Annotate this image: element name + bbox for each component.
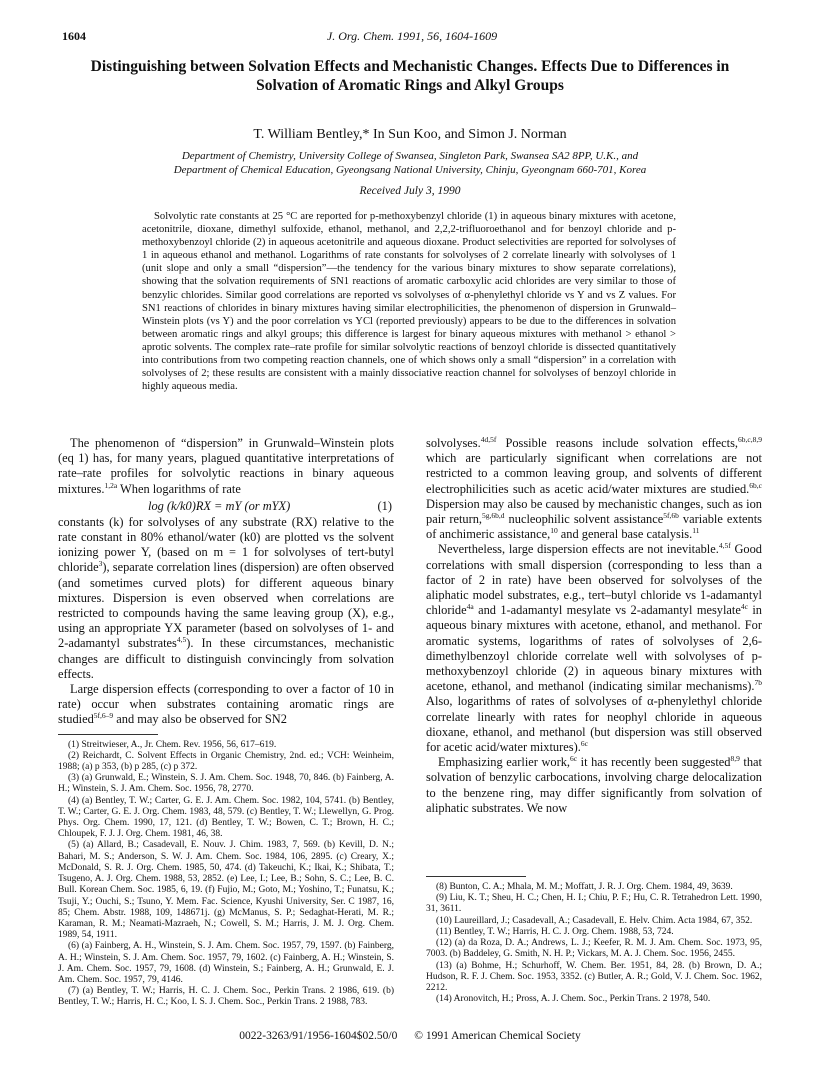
- equation-text: log (k/k0)RX = mY (or mYX): [148, 498, 291, 513]
- footnote-10: (10) Laureillard, J.; Casadevall, A.; Casadevall, E. Helv. Chim. Acta 1984, 67, 352.: [436, 915, 753, 926]
- right-column: [426, 436, 762, 1005]
- footnote-6: (6) (a) Fainberg, A. H., Winstein, S. J. Am. Chem. Soc. 1957, 79, 1597. (b) Fainberg, A. H.; Winstein, S. J. Am. Chem. Soc. 1957, 79, 1602. (c) Fainberg, A. H.; Winstein, S. J. Am. Chem. Soc. 1957, 79, 1608. (d) Winstein, S.; Fainberg, A. H.; Grunwald, E. J. Am. Chem. Soc. 1957, 79, 4146.: [58, 941, 394, 985]
- footnote-11: (11) Bentley, T. W.; Harris, H. C. J. Org. Chem. 1988, 53, 724.: [436, 926, 674, 937]
- footnote-8: (8) Bunton, C. A.; Mhala, M. M.; Moffatt, J. R. J. Org. Chem. 1984, 49, 3639.: [436, 882, 733, 893]
- left-paragraph-2: constants (k) for solvolyses of any substrate (RX) relative to the rate constant in 80% ethanol/water (k0) are plotted vs the solvent ionizing power Y, (based on m = 1 for solvolyses of tert-butyl chloride$^3$), separate correlation lines (dispersion) are often observed (and sometimes curved plots) for different aqueous binary mixtures. Dispersion is even observed when correlations are restricted to compounds having the same leaving group (X), e.g., using an appropriate YX parameter (based on solvolyses of 1- and 2-adamantyl substrates$^{4,5}$). In these circumstances, mechanistic changes are difficult to distinguish convincingly from solvation effects.: [58, 514, 394, 681]
- running-header: [62, 29, 762, 45]
- affiliation-2: Department of Chemical Education, Gyeongsang National University, Chinju, Gyeongnam 660-701, Korea: [173, 164, 647, 176]
- left-paragraph-3: Large dispersion effects (corresponding to over a factor of 10 in rate) occur when substrates containing aromatic rings are studied$^{5f,6-9}$ and may also be observed for SN2: [58, 682, 394, 727]
- footnote-1: (1) Streitwieser, A., Jr. Chem. Rev. 1956, 56, 617–619.: [68, 739, 277, 750]
- copyright-notice: © 1991 American Chemical Society: [414, 1030, 581, 1042]
- affiliation-1: Department of Chemistry, University College of Swansea, Singleton Park, Swansea SA2 8PP, U.K., and: [181, 150, 639, 162]
- footnote-7: (7) (a) Bentley, T. W.; Harris, H. C. J. Chem. Soc., Perkin Trans. 2 1986, 619. (b) Bentley, T. W.; Harris, H. C.; Koo, I. S. J. Chem. Soc., Perkin Trans. 2 1988, 783.: [58, 986, 394, 1008]
- footnote-12: (12) (a) da Roza, D. A.; Andrews, L. J.; Keefer, R. M. J. Am. Chem. Soc. 1973, 95, 7003. (b) Baddeley, G. Smith, N. H. P.; Vickars, M. A. J. Chem. Soc. 1956, 2455.: [426, 938, 762, 960]
- affiliations: [60, 149, 760, 177]
- right-paragraph-3: Emphasizing earlier work,$^{6c}$ it has recently been suggested$^{8,9}$ that solvation of benzylic carbocations, involving charge delocalization to the benzene ring, may differ significantly from solvation of aliphatic substrates. We now: [426, 754, 762, 815]
- footnote-13: (13) (a) Bohme, H.; Schurhoff, W. Chem. Ber. 1951, 84, 28. (b) Brown, D. A.; Hudson, R. F. J. Chem. Soc. 1953, 3352. (c) Butler, A. R.; Gold, V. J. Chem. Soc. 1962, 2212.: [426, 960, 762, 993]
- received-date: Received July 3, 1990: [359, 185, 461, 197]
- page-footer: [0, 1030, 820, 1042]
- author-list: T. William Bentley,* In Sun Koo, and Simon J. Norman: [253, 127, 567, 142]
- article-title: Distinguishing between Solvation Effects and Mechanistic Changes. Effects Due to Differences in Solvation of Aromatic Rings and Alkyl Groups: [90, 58, 730, 94]
- footnote-divider: [426, 876, 526, 877]
- footnote-2: (2) Reichardt, C. Solvent Effects in Organic Chemistry, 2nd. ed.; VCH: Weinheim, 1988; (a) p 353, (b) p 285, (c) p 372.: [58, 750, 394, 773]
- right-paragraph-1: solvolyses.$^{4d,5f}$ Possible reasons include solvation effects,$^{6b,c,8,9}$ which are particularly significant when correlations are not restricted to a common leaving group, and solvents of different electrophilicities such as acetic acid/water mixtures are studied.$^{6b,c}$ Dispersion may also be caused by mechanistic changes, such as ion pair return,$^{5g,6b,d}$ nucleophilic solvent assistance$^{5f,6b}$ variable extents of anchimeric assistance,$^{10}$ and general base catalysis.$^{11}$: [426, 434, 762, 542]
- abstract: Solvolytic rate constants at 25 °C are reported for p-methoxybenzyl chloride (1) in aqueous binary mixtures with acetone, acetonitrile, dioxane, dimethyl sulfoxide, ethanol, methanol, and 2,2,2-trifluoroethanol and for benzoyl chloride and p-methoxybenzoyl chloride (2) in aqueous acetonitrile and aqueous dioxane. Product selectivities are reported for solvolyses of 1 in aqueous ethanol and methanol. Logarithms of rate constants for solvolyses of 2 correlate linearly with solvolyses of 1 (unit slope and only a small “dispersion”—the tendency for the various binary mixtures to show separate correlations), showing that the solvation requirements of SN1 reactions of aromatic carboxylic acid chlorides are very similar to those of benzylic chlorides. Similar good correlations are reported vs solvolyses of α-phenylethyl chloride vs Y and vs Z values. For SN1 reactions of chlorides in binary mixtures having similar electrophilicities, the phenomenon of dispersion in Grunwald–Winstein plots (vs Y) and the poor correlation vs YCl (reported previously) appears to be due to the differences in solvation between aromatic rings and alkyl groups; this difference is largest for binary aqueous mixtures with methanol > ethanol > aprotic solvents. The complex rate–rate profile for similar solvolytic reactions of benzoyl chloride is dissected quantitatively into contributions from two competing reaction channels, one of which shows only a small “dispersion” in a correlation with solvolyses of 2; these results are consistent with a mainly dissociative reaction channel for solvolyses of benzoyl chloride in highly aqueous media.: [142, 211, 676, 393]
- right-footnotes: [426, 882, 762, 1005]
- left-footnotes: [58, 740, 394, 1009]
- footnote-14: (14) Aronovitch, H.; Pross, A. J. Chem. Soc., Perkin Trans. 2 1978, 540.: [436, 994, 711, 1005]
- footnote-divider: [58, 734, 158, 735]
- right-paragraph-2: Nevertheless, large dispersion effects are not inevitable.$^{4,5f}$ Good correlations with small dispersion (corresponding to less than a factor of 2 in rate) have been observed for solvolyses of the aliphatic model substrates, e.g., tert–butyl chloride vs 1-adamantyl chloride$^{4a}$ and 1-adamantyl mesylate vs 2-adamantyl mesylate$^{4c}$ in aqueous binary mixtures with acetone, ethanol, and methanol. For aromatic systems, logarithms of rates of solvolyses of 2,6-dimethylbenzoyl chloride correlate well with solvolyses of p-methoxybenzoyl chloride (2) in aqueous binary mixtures with acetone, ethanol, and methanol (indicating similar mechanisms).$^{7b}$ Also, logarithms of rates of solvolyses of α-phenylethyl chloride correlate linearly with rates for neophyl chloride in aqueous dioxane, ethanol, and methanol (but dispersion was still observed for acetic acid/water mixtures).$^{6c}$: [426, 541, 762, 755]
- equation-1: [58, 498, 394, 514]
- equation-number: (1): [377, 498, 392, 513]
- footnote-3: (3) (a) Grunwald, E.; Winstein, S. J. Am. Chem. Soc. 1948, 70, 846. (b) Fainberg, A. H.; Winstein, S. J. Am. Chem. Soc. 1956, 78, 2770.: [58, 773, 394, 795]
- footnote-5: (5) (a) Allard, B.; Casadevall, E. Nouv. J. Chim. 1983, 7, 569. (b) Kevill, D. N.; Bahari, M. S.; Anderson, S. W. J. Am. Chem. Soc. 1984, 106, 2895. (c) Creary, X.; McDonald, S. R. J. Org. Chem. 1985, 50, 474. (d) Takeuchi, K.; Ikai, K.; Shibata, T.; Tsugeno, A. J. Org. Chem. 1988, 53, 2852. (e) Lee, I.; Lee, B.; Sohn, S. C.; Lee, B. C. Bull. Korean Chem. Soc. 1985, 6, 19. (f) Fujio, M.; Goto, M.; Yoshino, T.; Funatsu, K.; Tsuji, Y.; Ouchi, S.; Tsuno, Y. Mem. Fac. Science, Kyushi University, Ser. C 1987, 16, 85; Chem. Abstr. 1988, 109, 148671j. (g) McManus, S. P.; Sedaghat-Herati, M. R.; Karaman, R. M.; Neamati-Mazraeh, N.; Cowell, S. M.; Harris, J. M. J. Org. Chem. 1989, 54, 1911.: [58, 840, 394, 941]
- left-paragraph-1: The phenomenon of “dispersion” in Grunwald–Winstein plots (eq 1) has, for many years, plagued quantitative interpretations of rate–rate profiles for solvolytic reactions in binary aqueous mixtures.$^{1,2a}$ When logarithms of rate: [58, 436, 394, 496]
- footnote-4: (4) (a) Bentley, T. W.; Carter, G. E. J. Am. Chem. Soc. 1982, 104, 5741. (b) Bentley, T. W.; Carter, G. E. J. Org. Chem. 1983, 48, 579. (c) Bentley, T. W.; Llewellyn, G. Prog. Phys. Org. Chem. 1990, 17, 121. (d) Bentley, T. W.; Bowen, C. T.; Brown, H. C.; Chloupek, F. J. J. Org. Chem. 1981, 46, 38.: [58, 795, 394, 840]
- left-column: [58, 436, 394, 1009]
- issn-price-code: 0022-3263/91/1956-1604$02.50/0: [239, 1030, 398, 1042]
- footnote-9: (9) Liu, K. T.; Sheu, H. C.; Chen, H. I.; Chiu, P. F.; Hu, C. R. Tetrahedron Lett. 1990, 31, 3611.: [426, 893, 762, 915]
- journal-reference: J. Org. Chem. 1991, 56, 1604-1609: [326, 29, 498, 43]
- page-number: 1604: [62, 29, 86, 43]
